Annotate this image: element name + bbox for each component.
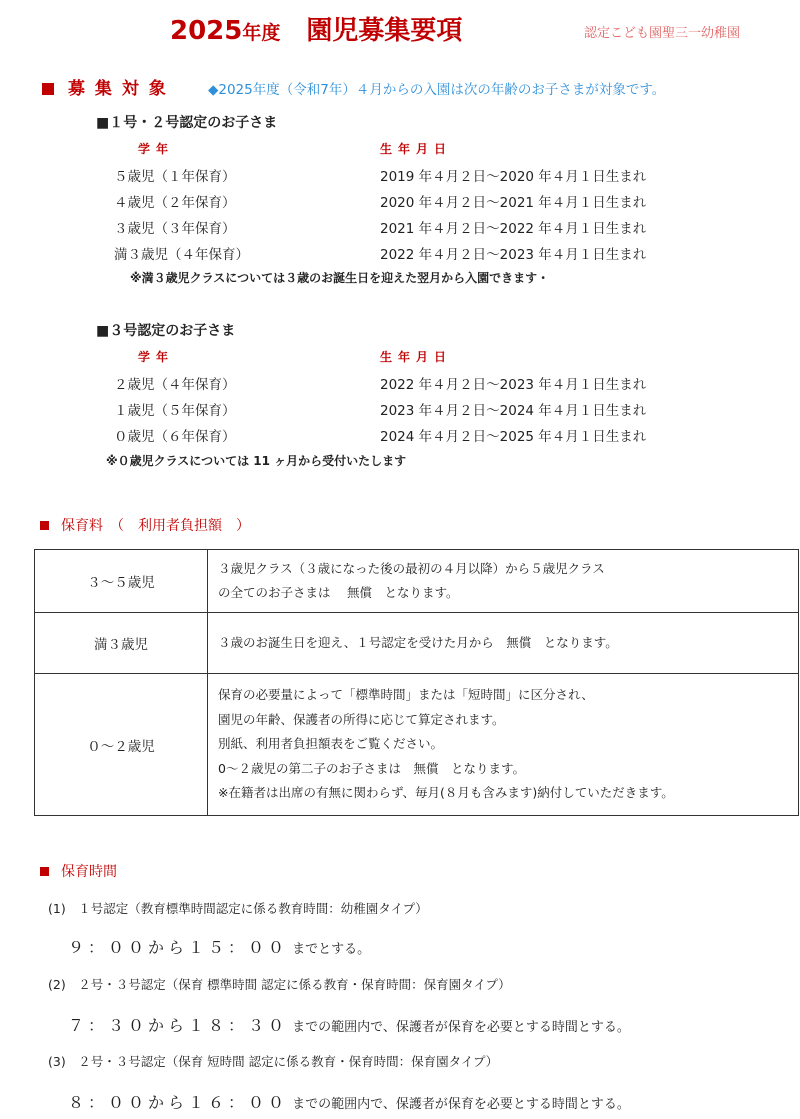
- group1-grade: ４歳児（２年保育）: [114, 195, 236, 211]
- group1-grade: ３歳児（３年保育）: [114, 221, 236, 237]
- group2-col-birth: 生年月日: [380, 350, 453, 364]
- school-name: 認定こども園聖三一幼稚園: [584, 26, 741, 41]
- red-square-icon: [42, 83, 54, 95]
- red-square-icon: [40, 521, 49, 530]
- fee-desc-line: 0～２歳児の第二子のお子さまは 無償 となります。: [218, 760, 525, 776]
- table-row: [35, 550, 799, 613]
- group1-grade: ５歳児（１年保育）: [114, 169, 236, 185]
- fee-table: [34, 549, 799, 816]
- fees-heading: [40, 515, 250, 535]
- group2-birth: 2022 年４月２日～2023 年４月１日生まれ: [380, 377, 647, 393]
- fee-desc-line: 園児の年齢、保護者の所得に応じて算定されます。: [218, 711, 505, 727]
- group1-birth: 2022 年４月２日～2023 年４月１日生まれ: [380, 247, 647, 263]
- group2-col-grade: 学年: [138, 350, 175, 364]
- title-year: 2025: [170, 16, 243, 46]
- hours-heading-text: 保育時間: [61, 864, 117, 880]
- hours-time-range: ７：３０から１８：３０: [68, 1016, 289, 1035]
- group2-birth: 2024 年４月２日～2025 年４月１日生まれ: [380, 429, 647, 445]
- group2-grade: ２歳児（４年保育）: [114, 377, 236, 393]
- group2-birth: 2023 年４月２日～2024 年４月１日生まれ: [380, 403, 647, 419]
- fee-desc-line: 別紙、利用者負担額表をご覧ください。: [218, 736, 444, 752]
- fee-desc-line: ３歳児クラス（３歳になった後の最初の４月以降）から５歳児クラス: [218, 560, 605, 576]
- fee-desc-cell: [208, 613, 799, 674]
- group2-title: ■３号認定のお子さま: [96, 323, 236, 339]
- group1-birth: 2021 年４月２日～2022 年４月１日生まれ: [380, 221, 647, 237]
- group1-note: ※満３歳児クラスについては３歳のお誕生日を迎えた翌月から入園できます・: [130, 271, 550, 285]
- group1-grade: 満３歳児（４年保育）: [114, 247, 249, 263]
- hours-item-label: (3) ２号・３号認定（保育 短時間 認定に係る教育・保育時間：保育園タイプ）: [48, 1054, 499, 1069]
- table-row: [35, 674, 799, 816]
- recruit-heading: [42, 74, 168, 99]
- red-square-icon: [40, 867, 49, 876]
- fee-age-cell: ０～２歳児: [35, 674, 208, 816]
- fee-desc-line: の全てのお子さまは 無償 となります。: [218, 585, 459, 600]
- fees-heading-text: 保育料 （ 利用者負担額 ）: [61, 518, 250, 534]
- table-row: [35, 613, 799, 674]
- recruit-heading-text: 募 集 対 象: [68, 79, 168, 99]
- hours-time-range: ８：００から１６：００: [68, 1093, 289, 1112]
- hours-time-suffix: までとする。: [292, 942, 371, 957]
- hours-heading: [40, 861, 117, 881]
- fee-desc-line: ３歳のお誕生日を迎え、１号認定を受けた月から 無償 となります。: [218, 634, 618, 650]
- group2-grade: １歳児（５年保育）: [114, 403, 236, 419]
- page-title: [170, 10, 462, 47]
- group1-title: ■１号・２号認定のお子さま: [96, 115, 278, 131]
- hours-time-suffix: までの範囲内で、保護者が保育を必要とする時間とする。: [292, 1097, 630, 1112]
- title-year-suffix: 年度: [242, 22, 281, 44]
- hours-item-label: (1) １号認定（教育標準時間認定に係る教育時間：幼稚園タイプ）: [48, 901, 428, 916]
- group2-grade: ０歳児（６年保育）: [114, 429, 236, 445]
- fee-desc-line: 保育の必要量によって「標準時間」または「短時間」に区分され、: [218, 687, 594, 703]
- fee-age-cell: 満３歳児: [35, 613, 208, 674]
- fee-age-cell: ３～５歳児: [35, 550, 208, 613]
- hours-item-time: [68, 935, 370, 958]
- group1-col-grade: 学年: [138, 142, 175, 156]
- fee-desc-cell: [208, 674, 799, 816]
- group2-note: ※０歳児クラスについては 11 ヶ月から受付いたします: [106, 454, 407, 468]
- hours-item-time: [68, 1090, 630, 1113]
- title-heading: 園児募集要項: [306, 16, 463, 46]
- hours-time-range: ９：００から１５：００: [68, 938, 289, 957]
- group1-birth: 2020 年４月２日～2021 年４月１日生まれ: [380, 195, 647, 211]
- recruit-intro: ◆2025年度（令和7年）４月からの入園は次の年齢のお子さまが対象です。: [208, 82, 666, 98]
- fee-desc-line: ※在籍者は出席の有無に関わらず、毎月(８月も含みます)納付していただきます。: [218, 785, 674, 801]
- hours-time-suffix: までの範囲内で、保護者が保育を必要とする時間とする。: [292, 1020, 630, 1035]
- group1-birth: 2019 年４月２日～2020 年４月１日生まれ: [380, 169, 647, 185]
- hours-item-time: [68, 1013, 630, 1036]
- hours-item-label: (2) ２号・３号認定（保育 標準時間 認定に係る教育・保育時間：保育園タイプ）: [48, 977, 511, 992]
- group1-col-birth: 生年月日: [380, 142, 453, 156]
- fee-desc-cell: [208, 550, 799, 613]
